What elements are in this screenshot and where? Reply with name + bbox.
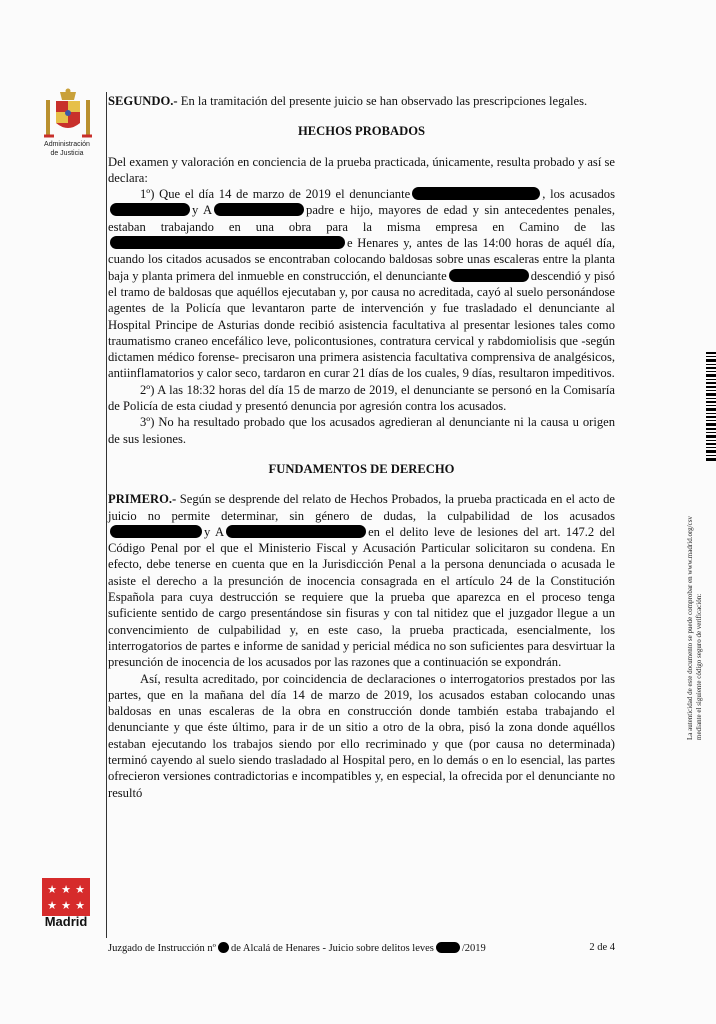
segundo-paragraph: [108, 93, 615, 109]
admin-label-line-1: Administración: [44, 141, 90, 148]
svg-text:★: ★: [75, 883, 85, 896]
asi-paragraph: Así, resulta acreditado, por coincidencia de declaraciones o interrogatorios prestados por las partes, que en la mañana del día 14 de marzo de 2019, los acusados estaban colocando unas baldosas en unas escaleras de la obra en construcción donde también estaba trabajando el denunciante y que éste último, para ir de un sitio a otro de la obra, pisó la zona donde aquéllos estaban ejecutando los trabajos siendo por ello recriminado y que (por causa no determinada) terminó cayendo al suelo siendo trasladado al Hospital pero, en lo demás o en lo esencial, las partes ofrecieron versiones contradictorias e incompatibles y, en especial, la ofrecida por el denunciante no resultó: [108, 671, 615, 800]
coat-of-arms-icon: [40, 86, 96, 146]
hecho-1-e: e Henares y, antes de las 14:00 horas de aquél día, cuando los citados acusados se encontraban colocando baldosas sobre unas escaleras entre la planta baja y planta primera del inmueble en construcción, el denunciante: [108, 236, 615, 283]
redaction: [110, 525, 202, 538]
primero-c: en el delito leve de lesiones del art. 147.2 del Código Penal por el que el Ministerio Fiscal y Acusación Particular solicitaron su condena. En efecto, debe tenerse en cuenta que en la Jurisdicción Penal a la persona denunciada o acusada le asiste el derecho a la presunción de inocencia consagrada en el artículo 24 de la Constitución Española para cuya destrucción se requiere que la prueba que aparezca en el proceso tenga suficiente sentido de cargo presentándose sin fisuras y con tal nitidez que el juzgador llegue a un convencimiento de culpabilidad y, en este caso, la prueba practicada, esencialmente, los interrogatorios de partes e informe de sanidad y pericial médica no son suficientes para desvirtuar la presunción de inocencia de los acusados por las razones que a continuación se expondrán.: [108, 524, 615, 670]
footer-court: Juzgado de Instrucción nº: [108, 943, 216, 954]
hecho-1: [108, 186, 615, 382]
redaction: [226, 525, 366, 538]
barcode-icon: [706, 352, 716, 462]
admin-label-line-2: de Justicia: [50, 150, 84, 157]
svg-text:★: ★: [61, 899, 71, 912]
svg-text:★: ★: [47, 899, 57, 912]
primero-b: y A: [204, 524, 225, 539]
svg-text:★: ★: [75, 899, 85, 912]
redaction: [214, 203, 304, 216]
page-number: 2 de 4: [589, 942, 615, 953]
hecho-1-f: descendió y pisó el tramo de baldosas que aquéllos ejecutaban y, por causa no acreditada, cayó al suelo personándose agentes de la Policía que levantaron parte de intervención y fue trasladado el denunciante al Hospital Principe de Asturias donde recibió asistencia facultativa al presentar lesiones tales como traumatismo craneo encefálico leve, policontusiones, contratura cervical y rabdomiolisis que -según dictamen médico forense- precisaron una primera asistencia facultativa comprensiva de analgésicos, antiinflamatorios y calor seco, tardaron en curar 21 días de los cuales, 9 días, resultaron impeditivos.: [108, 268, 615, 381]
hecho-1-d: padre e hijo, mayores de edad y sin antecedentes penales, estaban trabajando en una obra para la misma empresa en Camino de las: [108, 203, 615, 234]
footer-year: /2019: [461, 943, 486, 954]
madrid-stars-icon: [42, 878, 90, 916]
page-footer: [108, 942, 615, 954]
margin-rule: [106, 92, 107, 938]
heading-hechos-probados: HECHOS PROBADOS: [297, 124, 425, 139]
segundo-text: En la tramitación del presente juicio se han observado las prescripciones legales.: [177, 94, 588, 108]
document-body: [108, 93, 615, 801]
redaction: [110, 236, 345, 249]
heading-fundamentos: FUNDAMENTOS DE DERECHO: [268, 461, 455, 476]
svg-text:★: ★: [47, 883, 57, 896]
redaction: [412, 187, 540, 200]
segundo-lead: SEGUNDO.-: [108, 94, 178, 108]
footer-case: de Alcalá de Henares - Juicio sobre delitos leves: [230, 943, 434, 954]
hecho-3: 3º) No ha resultado probado que los acusados agredieran al denunciante ni la causa u origen de sus lesiones.: [108, 415, 615, 446]
svg-text:★: ★: [61, 883, 71, 896]
primero-paragraph: [108, 491, 615, 670]
hecho-1-b: , los acusados: [542, 187, 615, 202]
csv-line-1: La autenticidad de este documento se puede comprobar en www.madrid.org/csv: [686, 516, 694, 740]
madrid-wordmark: Madrid: [44, 914, 88, 929]
administration-label: [30, 140, 104, 158]
hechos-intro: Del examen y valoración en conciencia de la prueba practicada, únicamente, resulta probado y así se declara:: [108, 154, 615, 185]
primero-lead: PRIMERO.-: [108, 492, 177, 507]
primero-a: Según se desprende del relato de Hechos Probados, la prueba practicada en el acto de juicio no permite determinar, sin género de dudas, la culpabilidad de los acusados: [108, 492, 615, 523]
redaction: [449, 269, 529, 282]
hecho-2: 2º) A las 18:32 horas del día 15 de marzo de 2019, el denunciante se personó en la Comisaría de Policía de esta ciudad y presentó denuncia por agresión contra los acusados.: [108, 382, 615, 414]
hecho-1-c: y A: [192, 203, 213, 218]
redaction: [110, 203, 190, 216]
csv-line-2: mediante el siguiente código seguro de verificación:: [695, 593, 703, 740]
hecho-1-a: 1º) Que el día 14 de marzo de 2019 el denunciante: [140, 187, 411, 202]
redaction: [436, 942, 460, 953]
redaction: [218, 942, 229, 953]
